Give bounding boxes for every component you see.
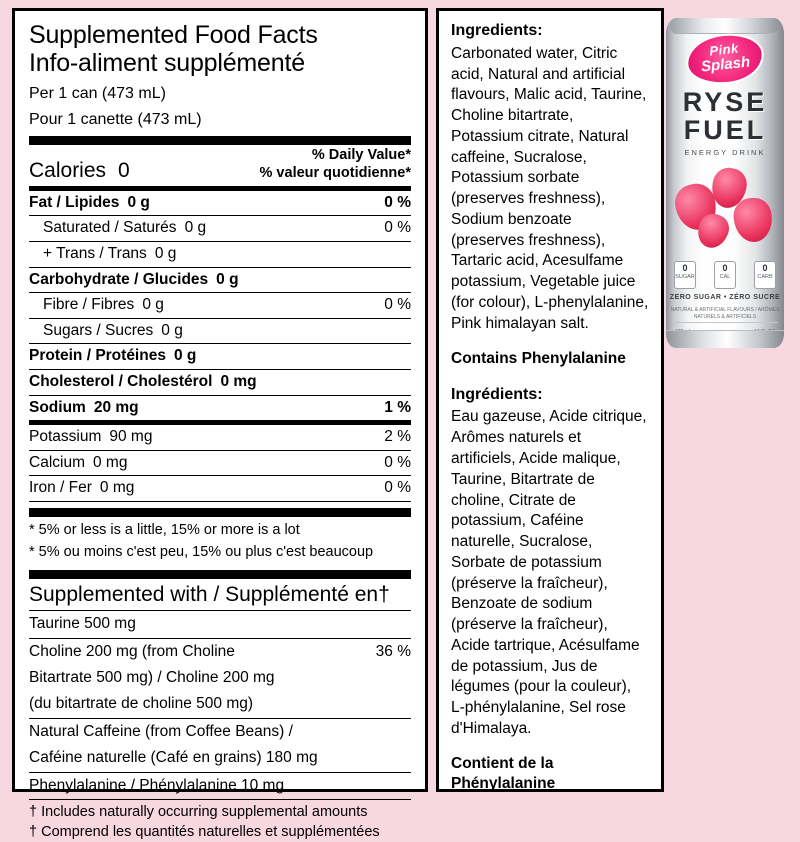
nutrient-name-amount — [29, 194, 150, 213]
nutrient-amount: 0 g — [142, 296, 164, 314]
nutrient-rows — [29, 191, 411, 502]
nutrient-daily-value: 0 % — [384, 296, 411, 314]
ingredients-heading-en: Ingredients: — [451, 22, 543, 39]
nutrient-row — [29, 451, 411, 476]
nutrient-name-amount — [29, 454, 127, 473]
supplement-row — [29, 665, 411, 691]
nutrient-daily-value: 0 % — [384, 479, 411, 497]
supplement-text: (du bitartrate de choline 500 mg) — [29, 695, 254, 713]
nutrient-amount: 90 mg — [109, 428, 153, 446]
calories-left — [29, 159, 130, 183]
supplement-text: Choline 200 mg (from Choline — [29, 642, 235, 660]
can-body — [666, 18, 784, 348]
nutrient-amount: 0 g — [127, 193, 150, 211]
facts-title-fr: Info-aliment supplémenté — [29, 49, 305, 78]
strawberry-artwork — [672, 164, 778, 256]
flavour-label-line2: Splash — [700, 53, 751, 76]
daily-value-header-en: % Daily Value* — [311, 147, 411, 164]
ingredients-panel — [436, 8, 664, 792]
nutrient-row — [29, 191, 411, 216]
supplemented-food-facts-panel — [12, 8, 428, 840]
calories-row — [29, 145, 411, 185]
supplement-row — [29, 719, 411, 745]
nutrient-name: Calcium — [29, 453, 85, 471]
nutrient-name: Fibre / Fibres — [43, 296, 135, 314]
daily-value-header-fr: % valeur quotidienne* — [259, 165, 411, 182]
calories-label: Calories — [29, 158, 107, 182]
supplement-note-en: † Includes naturally occurring supplemental amounts — [29, 804, 368, 821]
nutrient-row — [29, 370, 411, 395]
can-claim-badge — [754, 261, 776, 289]
supplement-row — [29, 773, 411, 799]
supplement-text: Natural Caffeine (from Coffee Beans) / — [29, 722, 293, 740]
nutrient-name-amount — [29, 271, 239, 290]
can-bottom-rim — [666, 330, 784, 348]
nutrient-name-amount — [29, 347, 196, 366]
nutrient-daily-value: 2 % — [384, 428, 411, 446]
nutrient-row — [29, 344, 411, 369]
flavour-badge — [686, 32, 764, 85]
can-claim-badge-label: CAL — [719, 273, 731, 280]
footnote-en — [29, 517, 411, 543]
nutrient-name-amount — [29, 479, 134, 498]
supplement-text: Phenylalanine / Phénylalanine 10 mg — [29, 776, 285, 794]
supplement-row — [29, 611, 411, 637]
nutrient-row — [29, 396, 411, 421]
nutrient-daily-value: 0 % — [384, 453, 411, 471]
nutrient-name-amount — [43, 245, 176, 264]
footnote-fr-text: * 5% ou moins c'est peu, 15% ou plus c'est beaucoup — [29, 543, 374, 560]
nutrient-amount: 0 g — [154, 245, 177, 262]
nutrient-amount: 0 g — [173, 347, 197, 365]
can-claim-badge-label: SUGAR — [675, 273, 695, 280]
nutrient-amount: 20 mg — [93, 398, 139, 416]
can-claim-badge-value: 0 — [722, 263, 728, 273]
nutrient-row — [29, 293, 411, 318]
nutrient-name: Cholesterol / Cholestérol — [29, 372, 213, 390]
can-claim-badge-label: CARB — [757, 273, 773, 280]
nutrient-name: Carbohydrate / Glucides — [29, 270, 209, 288]
nutrient-name: Iron / Fer — [29, 479, 92, 497]
nutrient-name: Protein / Protéines — [29, 347, 166, 365]
nutrient-daily-value: 0 % — [384, 193, 411, 211]
supplement-daily-value: 36 % — [375, 642, 411, 660]
nutrient-amount: 0 mg — [99, 479, 135, 497]
can-claim-badges — [674, 261, 776, 289]
nutrient-row — [29, 425, 411, 450]
supplement-row — [29, 745, 411, 771]
nutrient-name-amount — [29, 373, 257, 392]
divider-thick-top — [29, 136, 411, 145]
ingredients-heading-fr: Ingrédients: — [451, 385, 543, 403]
supplement-text: Taurine 500 mg — [29, 615, 136, 633]
nutrient-name-amount — [29, 399, 139, 418]
nutrient-daily-value: 0 % — [384, 219, 411, 237]
zero-sugar-text: ZERO SUGAR • ZÉRO SUCRE — [669, 294, 781, 301]
ingredients-body-fr: Eau gazeuse, Acide citrique, Arômes naturels et artificiels, Acide malique, Taurine, Bitartrate de choline, Citrate de potassium, Caféine naturelle, Sucralose, Sorbate de potassium (préserve la fraîcheur), Benzoate de sodium (préserve la fraîcheur), Acide tartrique, Acésulfame de potassium, Jus de légumes (pour la couleur), L-phénylalanine, Sel rose d'Himalaya. — [451, 408, 647, 737]
nutrient-name-amount — [43, 219, 206, 238]
strawberry-icon — [732, 196, 774, 244]
serving-size-en: Per 1 can (473 mL) — [29, 84, 166, 102]
footnote-en-text: * 5% or less is a little, 15% or more is a lot — [29, 521, 300, 538]
nutrient-row — [29, 476, 411, 501]
calories-value: 0 — [118, 158, 130, 182]
can-claim-badge — [674, 261, 696, 289]
contains-phenylalanine-fr: Contient de la Phénylalanine — [451, 754, 556, 792]
supplement-text: Caféine naturelle (Café en grains) 180 mg — [29, 749, 318, 767]
can-claim-badge — [714, 261, 736, 289]
nutrient-row — [29, 242, 411, 267]
serving-size-fr: Pour 1 canette (473 mL) — [29, 110, 202, 128]
product-subtitle: ENERGY DRINK — [684, 148, 766, 157]
divider-thick-supplemented — [29, 570, 411, 579]
nutrient-amount: 0 mg — [220, 372, 257, 390]
nutrient-name: Potassium — [29, 428, 102, 446]
supplemented-rows — [29, 611, 411, 799]
supplement-row — [29, 691, 411, 717]
nutrient-name-amount — [29, 428, 152, 447]
divider-thick-footnote — [29, 508, 411, 517]
nutrient-row — [29, 319, 411, 344]
nutrient-name: Sodium — [29, 398, 86, 416]
supplemented-title: Supplemented with / Supplémenté en† — [29, 583, 390, 607]
supplement-text: Bitartrate 500 mg) / Choline 200 mg — [29, 668, 275, 686]
nutrient-row — [29, 268, 411, 293]
contains-phenylalanine-en: Contains Phenylalanine — [451, 349, 626, 367]
daily-value-header — [260, 147, 411, 182]
facts-title-en: Supplemented Food Facts — [29, 21, 318, 49]
nutrient-amount: 0 g — [216, 270, 239, 288]
brand-name-line1: RYSE — [682, 87, 768, 117]
nutrient-name: Sugars / Sucres — [43, 321, 154, 339]
can-fine-print: NATURAL & ARTIFICIAL FLAVOURS / ARÔMES NATURELS & ARTIFICIELS — [670, 307, 780, 320]
nutrient-amount: 0 g — [184, 219, 207, 237]
nutrient-daily-value: 1 % — [384, 398, 411, 416]
can-top-lid — [670, 18, 780, 34]
flavour-label-line1: Pink — [708, 40, 740, 59]
brand-name-line2: FUEL — [683, 115, 767, 145]
product-can-image — [666, 8, 786, 354]
nutrient-amount: 0 g — [161, 321, 183, 339]
supplement-note-fr: † Comprend les quantités naturelles et supplémentées — [29, 823, 380, 840]
nutrient-name: Fat / Lipides — [29, 193, 120, 211]
ingredients-body-en: Carbonated water, Citric acid, Natural and artificial flavours, Malic acid, Taurine, Choline bitartrate, Potassium citrate, Natural caffeine, Sucralose, Potassium sorbate (preserves freshness), Sodium benzoate (preserves freshness), Tartaric acid, Acesulfame potassium, Vegetable juice (for colour), L-phenylalanine, Pink himalayan salt. — [451, 44, 649, 332]
supplement-row — [29, 639, 411, 665]
footnote-fr — [29, 543, 411, 565]
can-claim-badge-value: 0 — [762, 263, 768, 273]
can-claim-badge-value: 0 — [682, 263, 688, 273]
nutrient-name: Saturated / Saturés — [43, 219, 177, 237]
nutrient-name-amount — [43, 296, 164, 315]
nutrient-row — [29, 216, 411, 241]
nutrient-amount: 0 mg — [92, 453, 128, 471]
nutrient-name: + Trans / Trans — [43, 245, 147, 262]
divider-thin — [29, 501, 411, 502]
nutrient-name-amount — [43, 322, 183, 341]
